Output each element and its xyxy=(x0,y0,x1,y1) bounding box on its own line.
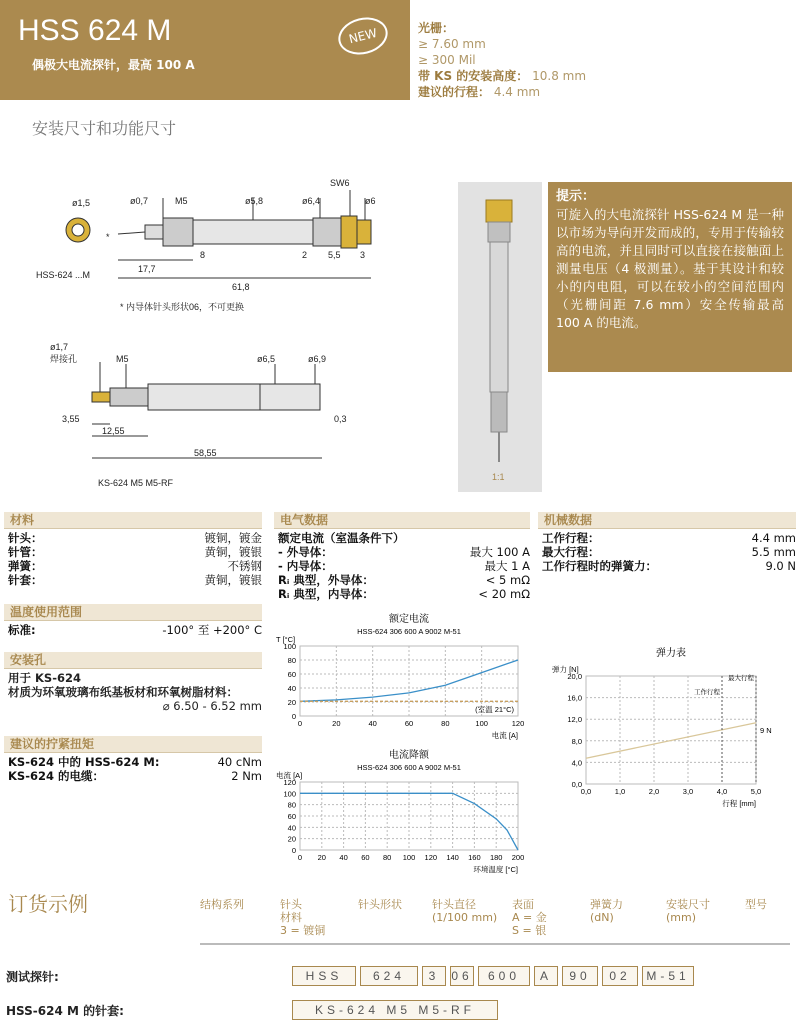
electrical-key: 额定电流（室温条件下） xyxy=(278,531,405,545)
probe-photo xyxy=(458,182,542,492)
probe-code-part: A xyxy=(534,966,558,986)
mounting-section xyxy=(4,652,262,713)
material-value: 黄铜，镀银 xyxy=(204,545,262,559)
photo-scale: 1:1 xyxy=(492,472,505,482)
dim-11: 3 xyxy=(360,250,366,260)
mounting-line1: 用于 KS-624 xyxy=(8,671,81,685)
probe-code-part: 06 xyxy=(450,966,474,986)
working-stroke-label: 工作行程 xyxy=(694,689,720,696)
y-axis-label: T [°C] xyxy=(276,635,296,644)
x-axis-label: 行程 [mm] xyxy=(722,799,756,808)
dim2-8: 58,55 xyxy=(194,448,217,458)
torque-title: 建议的拧紧扭矩 xyxy=(4,736,262,753)
dim-3: M5 xyxy=(175,196,188,206)
dim2-3: M5 xyxy=(116,354,129,364)
tip-title: 提示： xyxy=(556,189,596,204)
grid-mil: ≥ 300 Mil xyxy=(418,53,476,67)
y-tick-label: 8,0 xyxy=(571,736,582,746)
mechanical-section xyxy=(538,512,796,573)
probe-code-part: 90 xyxy=(562,966,598,986)
chart-title: 电流降额 xyxy=(389,750,429,761)
grid-label: 光栅： xyxy=(418,21,455,35)
probe-code-part: 3 xyxy=(422,966,446,986)
dim-7: ø6 xyxy=(365,196,376,206)
dim2-9: 0,3 xyxy=(334,414,347,424)
x-tick-label: 0 xyxy=(297,853,303,862)
order-column-header: 安装尺寸 (mm) xyxy=(666,898,710,924)
order-column-header: 针头 材料 3 = 镀铜 xyxy=(280,898,326,937)
torque-value: 40 cNm xyxy=(217,755,262,769)
mechanical-key: 工作行程时的弹簧力： xyxy=(542,559,657,573)
y-tick-label: 100 xyxy=(283,642,296,651)
torque-key: KS-624 的电缆： xyxy=(8,769,104,783)
end-force-label: 9 N xyxy=(760,726,772,735)
x-tick-label: 3,0 xyxy=(682,787,694,796)
dim2-5: ø6,9 xyxy=(308,354,327,364)
current-derating-chart xyxy=(274,748,534,876)
dim2-6: 3,55 xyxy=(62,414,80,424)
spec-summary xyxy=(418,20,586,100)
stroke-value: 4.4 mm xyxy=(493,85,541,99)
y-tick-label: 40 xyxy=(287,684,296,693)
torque-value: 2 Nm xyxy=(231,769,262,783)
dim-9: 2 xyxy=(302,250,308,260)
spring-force-chart xyxy=(550,646,800,816)
electrical-key: Rᵢ 典型，内导体： xyxy=(278,587,374,601)
y-tick-label: 60 xyxy=(287,812,296,821)
height-value: 10.8 mm xyxy=(532,69,587,83)
tip-body: 可旋入的大电流探针 HSS-624 M 是一种以市场为导向开发而成的，专用于传输较高的电流，并且同时可以直接在接触面上测量电压（4 极测量）。基于其设计和较小的内电阻，可以在较小的空间范围内（光栅间距 7.6 mm）安全传输最高 100 A 的电流。 xyxy=(556,207,784,330)
socket-code: KS-624 M5 M5-RF xyxy=(292,1000,498,1020)
x-tick-label: 40 xyxy=(368,719,377,728)
material-value: 不锈钢 xyxy=(227,559,262,573)
y-axis-label: 弹力 [N] xyxy=(552,665,579,674)
mounting-line2: 材质为环氧玻璃布纸基板材和环氧树脂材料： xyxy=(8,685,238,699)
x-tick-label: 60 xyxy=(361,853,370,862)
torque-row xyxy=(8,769,262,783)
dim-6: SW6 xyxy=(330,178,350,188)
y-tick-label: 60 xyxy=(287,670,296,679)
material-section xyxy=(4,512,262,587)
mechanical-row xyxy=(542,531,796,545)
order-column-header: 针头形状 xyxy=(358,898,402,911)
chart-title: 弹力表 xyxy=(656,648,686,659)
y-tick-label: 20 xyxy=(287,698,296,707)
dim2-2: 焊接孔 xyxy=(50,354,78,364)
mechanical-value: 5.5 mm xyxy=(751,545,796,559)
x-tick-label: 80 xyxy=(383,853,392,862)
temperature-value: -100° 至 +200° C xyxy=(162,623,262,637)
chart-title: 额定电流 xyxy=(389,614,429,625)
y-axis-label: 电流 [A] xyxy=(276,771,303,780)
material-row xyxy=(8,545,262,559)
mechanical-key: 工作行程： xyxy=(542,531,600,545)
mechanical-row xyxy=(542,545,796,559)
torque-key: KS-624 中的 HSS-624 M: xyxy=(8,755,160,769)
electrical-key: - 外导体： xyxy=(278,545,333,559)
x-tick-label: 0,0 xyxy=(580,787,592,796)
probe-code-part: 600 xyxy=(478,966,530,986)
y-tick-label: 0 xyxy=(291,846,296,855)
mechanical-key: 最大行程： xyxy=(542,545,600,559)
y-tick-label: 0,0 xyxy=(571,780,582,789)
x-tick-label: 5,0 xyxy=(750,787,762,796)
probe-label: 测试探针: xyxy=(6,970,59,984)
mechanical-title: 机械数据 xyxy=(538,512,796,529)
electrical-value: < 20 mΩ xyxy=(478,587,530,601)
product-title: HSS 624 M xyxy=(18,14,172,47)
dim-8: 8 xyxy=(200,250,206,260)
plot-area xyxy=(586,676,756,784)
probe-code-part: 624 xyxy=(360,966,418,986)
x-tick-label: 60 xyxy=(404,719,414,728)
tip-box xyxy=(548,182,792,372)
grid-mm: ≥ 7.60 mm xyxy=(418,37,486,51)
y-tick-label: 12,0 xyxy=(567,715,582,725)
material-key: 针头： xyxy=(8,531,43,545)
x-tick-label: 2,0 xyxy=(648,787,660,796)
x-tick-label: 160 xyxy=(468,853,481,862)
material-row xyxy=(8,531,262,545)
chart-annotation: (室温 21°C) xyxy=(475,705,514,714)
x-tick-label: 80 xyxy=(441,719,450,728)
y-tick-label: 40 xyxy=(287,823,296,833)
material-key: 弹簧： xyxy=(8,559,43,573)
dim-4: ø5,8 xyxy=(245,196,264,206)
electrical-value: 最大 100 A xyxy=(469,545,530,559)
torque-row xyxy=(8,755,262,769)
dim2-4: ø6,5 xyxy=(257,354,276,364)
order-connector-lines xyxy=(200,936,800,966)
x-tick-label: 120 xyxy=(511,719,525,728)
torque-section xyxy=(4,736,262,783)
x-tick-label: 100 xyxy=(475,719,488,728)
electrical-key: - 内导体： xyxy=(278,559,333,573)
x-tick-label: 180 xyxy=(489,853,503,862)
y-tick-label: 100 xyxy=(283,789,296,799)
probe-code xyxy=(292,966,792,988)
y-tick-label: 20,0 xyxy=(567,672,582,681)
order-column-header: 型号 xyxy=(745,898,767,911)
order-title: 订货示例 xyxy=(8,892,88,916)
star-mark: * xyxy=(106,232,110,242)
probe-code-part: M-51 xyxy=(642,966,694,986)
material-value: 黄铜，镀银 xyxy=(204,573,262,587)
dim-10: 5,5 xyxy=(328,250,341,260)
drawing1-label: HSS-624 ...M xyxy=(36,270,91,280)
dim2-7: 12,55 xyxy=(102,426,125,436)
electrical-row xyxy=(278,531,530,545)
max-stroke-label: 最大行程 xyxy=(728,675,754,682)
probe-code-part: 02 xyxy=(602,966,638,986)
series-line-0 xyxy=(300,793,518,850)
x-tick-label: 20 xyxy=(332,719,341,728)
mounting-value: ⌀ 6.50 - 6.52 mm xyxy=(162,699,262,713)
y-tick-label: 80 xyxy=(287,656,296,665)
temperature-row xyxy=(8,623,262,637)
y-tick-label: 16,0 xyxy=(567,693,582,703)
x-tick-label: 1,0 xyxy=(614,787,626,796)
x-axis-label: 环境温度 [°C] xyxy=(473,865,518,874)
rated-current-chart xyxy=(274,612,534,742)
mechanical-row xyxy=(542,559,796,573)
dim-2: ø0,7 xyxy=(130,196,149,206)
electrical-title: 电气数据 xyxy=(274,512,530,529)
material-row xyxy=(8,573,262,587)
stroke-label: 建议的行程： xyxy=(418,85,491,99)
electrical-row xyxy=(278,573,530,587)
order-column-header: 针头直径 (1/100 mm) xyxy=(432,898,498,924)
socket-label: HSS-624 M 的针套: xyxy=(6,1004,124,1018)
material-value: 镀铜，镀金 xyxy=(204,531,262,545)
electrical-value: < 5 mΩ xyxy=(485,573,530,587)
dim-13: 61,8 xyxy=(232,282,250,292)
section-title: 安装尺寸和功能尺寸 xyxy=(32,119,177,138)
x-tick-label: 100 xyxy=(402,853,416,862)
chart-subtitle: HSS-624 306 600 A 9002 M-51 xyxy=(357,627,461,636)
y-tick-label: 4,0 xyxy=(571,758,582,768)
temperature-key: 标准: xyxy=(8,623,36,637)
drawing1-note: * 内导体针头形状06，不可更换 xyxy=(120,302,245,312)
electrical-row xyxy=(278,545,530,559)
probe-code-part: HSS xyxy=(292,966,356,986)
x-tick-label: 4,0 xyxy=(716,787,728,796)
order-column-header: 表面 A = 金 S = 银 xyxy=(512,898,547,937)
material-key: 针管： xyxy=(8,545,43,559)
mounting-title: 安装孔 xyxy=(4,652,262,669)
electrical-row xyxy=(278,587,530,601)
y-tick-label: 120 xyxy=(283,778,296,787)
height-label: 带 KS 的安装高度： xyxy=(418,69,529,83)
electrical-key: Rᵢ 典型，外导体： xyxy=(278,573,374,587)
new-badge: NEW xyxy=(334,12,391,59)
temperature-title: 温度使用范围 xyxy=(4,604,262,621)
temperature-section xyxy=(4,604,262,637)
dim-5: ø6,4 xyxy=(302,196,321,206)
x-tick-label: 120 xyxy=(424,853,438,862)
mechanical-value: 4.4 mm xyxy=(751,531,796,545)
mechanical-value: 9.0 N xyxy=(765,559,796,573)
probe-drawing xyxy=(20,168,440,328)
order-column-header: 结构系列 xyxy=(200,898,244,911)
y-tick-label: 20 xyxy=(287,834,296,844)
material-row xyxy=(8,559,262,573)
dim-12: 17,7 xyxy=(138,264,156,274)
material-key: 针套： xyxy=(8,573,43,587)
x-tick-label: 40 xyxy=(339,853,348,862)
dim2-1: ø1,7 xyxy=(50,342,69,352)
dim-1: ø1,5 xyxy=(72,198,91,208)
socket-drawing xyxy=(50,340,370,490)
electrical-section xyxy=(274,512,530,601)
y-tick-label: 0 xyxy=(291,712,296,721)
electrical-value: 最大 1 A xyxy=(484,559,530,573)
x-tick-label: 0 xyxy=(297,719,303,728)
x-tick-label: 200 xyxy=(511,853,525,862)
electrical-row xyxy=(278,559,530,573)
order-column-header: 弹簧力 (dN) xyxy=(590,898,623,924)
product-subtitle: 偶极大电流探针，最高 100 A xyxy=(32,58,195,72)
material-title: 材料 xyxy=(4,512,262,529)
x-tick-label: 20 xyxy=(317,853,326,862)
drawing2-label: KS-624 M5 M5-RF xyxy=(98,478,174,488)
x-tick-label: 140 xyxy=(446,853,459,862)
x-axis-label: 电流 [A] xyxy=(491,731,518,740)
chart-subtitle: HSS-624 306 600 A 9002 M-51 xyxy=(357,763,461,772)
y-tick-label: 80 xyxy=(287,800,296,810)
